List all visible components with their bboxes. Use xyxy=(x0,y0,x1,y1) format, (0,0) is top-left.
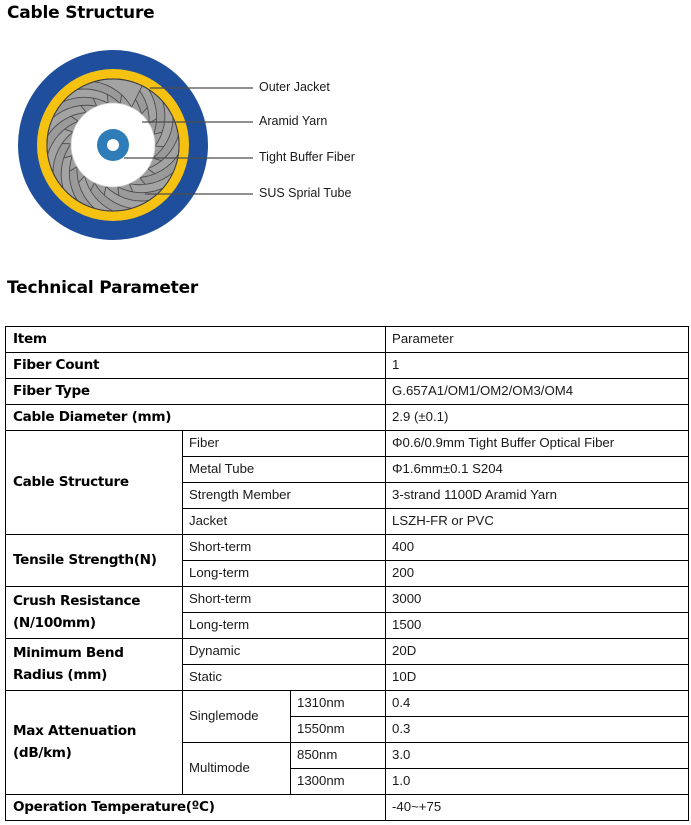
table-row-operation-temperature xyxy=(6,795,689,821)
tight-buffer-fiber-core xyxy=(107,139,119,151)
cable-cross-section-svg xyxy=(0,45,420,250)
table-row-fiber-type xyxy=(6,379,689,405)
sublabel-tensile-strength-short: Short-term xyxy=(183,535,386,561)
item-minimum-bend-radius xyxy=(6,639,183,691)
value-minimum-bend-radius-dynamic: 20D xyxy=(386,639,689,665)
value-tensile-strength-long: 200 xyxy=(386,561,689,587)
table-row-max-attenuation-1310 xyxy=(6,691,689,717)
value-cable-structure-jacket: LSZH-FR or PVC xyxy=(386,509,689,535)
sublabel-cable-structure-fiber: Fiber xyxy=(183,431,386,457)
value-max-attenuation-1550nm: 0.3 xyxy=(386,717,689,743)
value-crush-resistance-short: 3000 xyxy=(386,587,689,613)
technical-parameter-table xyxy=(5,326,689,821)
item-crush-resistance xyxy=(6,587,183,639)
item-cable-structure: Cable Structure xyxy=(6,431,183,535)
page-title-technical-parameter: Technical Parameter xyxy=(7,278,199,298)
label-tight-buffer-fiber: Tight Buffer Fiber xyxy=(259,150,355,164)
item-tensile-strength: Tensile Strength(N) xyxy=(6,535,183,587)
value-cable-structure-strength-member: 3-strand 1100D Aramid Yarn xyxy=(386,483,689,509)
value-tensile-strength-short: 400 xyxy=(386,535,689,561)
item-minimum-bend-radius-line1: Minimum Bend xyxy=(13,645,124,662)
item-operation-temperature: Operation Temperature(ºC) xyxy=(6,795,386,821)
item-minimum-bend-radius-line2: Radius (mm) xyxy=(13,666,107,683)
table-row-cable-structure-fiber xyxy=(6,431,689,457)
sublabel-max-attenuation-1300nm: 1300nm xyxy=(291,769,386,795)
sublabel-minimum-bend-radius-static: Static xyxy=(183,665,386,691)
label-sus-sprial-tube: SUS Sprial Tube xyxy=(259,186,352,200)
item-fiber-type: Fiber Type xyxy=(6,379,386,405)
item-crush-resistance-line2: (N/100mm) xyxy=(13,614,96,631)
table-row-minimum-bend-radius-dynamic xyxy=(6,639,689,665)
table-row-crush-resistance-short xyxy=(6,587,689,613)
sublabel-cable-structure-jacket: Jacket xyxy=(183,509,386,535)
item-max-attenuation xyxy=(6,691,183,795)
item-crush-resistance-line1: Crush Resistance xyxy=(13,593,141,610)
sublabel-max-attenuation-1310nm: 1310nm xyxy=(291,691,386,717)
sublabel-max-attenuation-850nm: 850nm xyxy=(291,743,386,769)
table-row-cable-diameter xyxy=(6,405,689,431)
sublabel-minimum-bend-radius-dynamic: Dynamic xyxy=(183,639,386,665)
table-row-tensile-strength-short xyxy=(6,535,689,561)
value-minimum-bend-radius-static: 10D xyxy=(386,665,689,691)
value-cable-structure-fiber: Φ0.6/0.9mm Tight Buffer Optical Fiber xyxy=(386,431,689,457)
value-fiber-count: 1 xyxy=(386,353,689,379)
sublabel-max-attenuation-singlemode: Singlemode xyxy=(183,691,291,743)
sublabel-cable-structure-metal-tube: Metal Tube xyxy=(183,457,386,483)
value-crush-resistance-long: 1500 xyxy=(386,613,689,639)
value-max-attenuation-1310nm: 0.4 xyxy=(386,691,689,717)
sublabel-tensile-strength-long: Long-term xyxy=(183,561,386,587)
header-cell-item: Item xyxy=(6,327,386,353)
header-cell-parameter: Parameter xyxy=(386,327,689,353)
item-max-attenuation-line1: Max Attenuation xyxy=(13,723,137,740)
label-aramid-yarn: Aramid Yarn xyxy=(259,114,328,128)
label-outer-jacket: Outer Jacket xyxy=(259,80,330,94)
page-title-cable-structure: Cable Structure xyxy=(7,3,155,23)
cable-cross-section-diagram xyxy=(0,45,420,250)
item-cable-diameter: Cable Diameter (mm) xyxy=(6,405,386,431)
value-cable-structure-metal-tube: Φ1.6mm±0.1 S204 xyxy=(386,457,689,483)
table-row-header xyxy=(6,327,689,353)
value-cable-diameter: 2.9 (±0.1) xyxy=(386,405,689,431)
value-max-attenuation-850nm: 3.0 xyxy=(386,743,689,769)
sublabel-max-attenuation-1550nm: 1550nm xyxy=(291,717,386,743)
value-fiber-type: G.657A1/OM1/OM2/OM3/OM4 xyxy=(386,379,689,405)
sublabel-crush-resistance-short: Short-term xyxy=(183,587,386,613)
sublabel-max-attenuation-multimode: Multimode xyxy=(183,743,291,795)
sublabel-cable-structure-strength-member: Strength Member xyxy=(183,483,386,509)
table-row-fiber-count xyxy=(6,353,689,379)
value-operation-temperature: -40~+75 xyxy=(386,795,689,821)
value-max-attenuation-1300nm: 1.0 xyxy=(386,769,689,795)
sublabel-crush-resistance-long: Long-term xyxy=(183,613,386,639)
item-fiber-count: Fiber Count xyxy=(6,353,386,379)
item-max-attenuation-line2: (dB/km) xyxy=(13,744,72,761)
